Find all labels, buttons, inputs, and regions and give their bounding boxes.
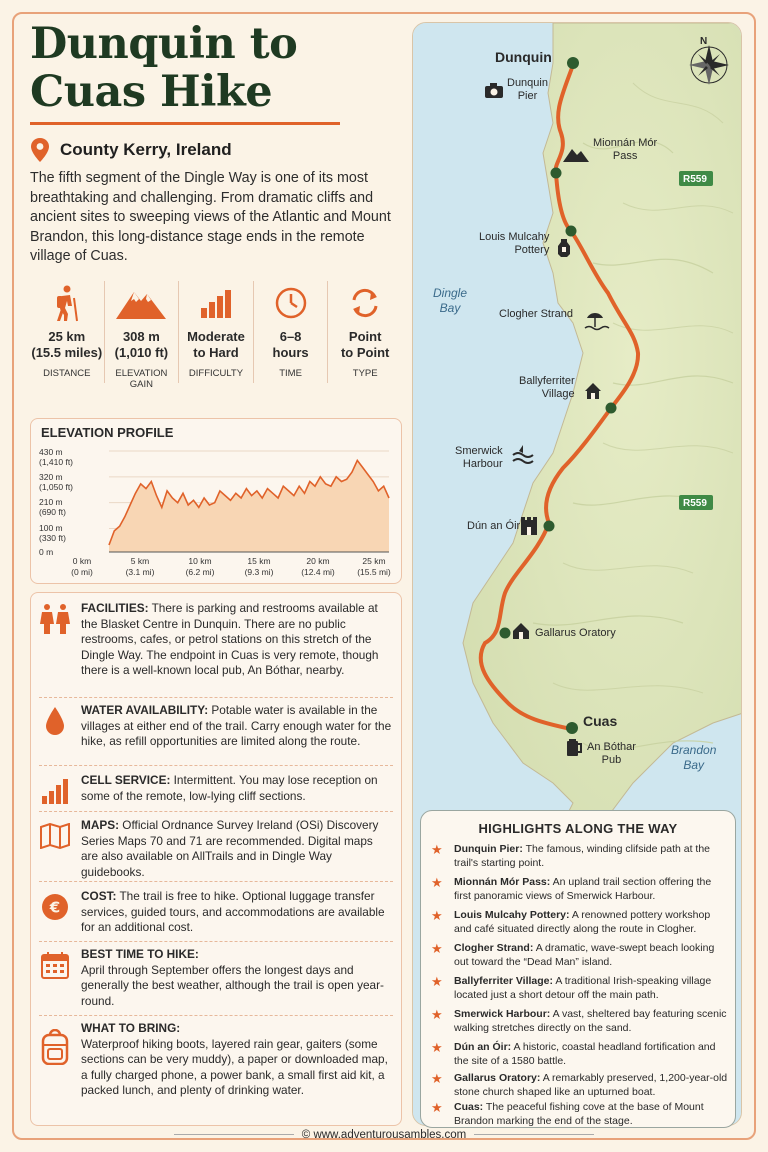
cell-text: CELL SERVICE: Intermittent. You may lose reception on some of the remote, low-lying cliff sections. [81, 773, 378, 803]
signal-icon [41, 778, 69, 804]
divider [39, 881, 393, 882]
mountain-icon [114, 286, 168, 320]
route-marker [500, 628, 511, 639]
brandon-bay-label: Brandon Bay [671, 743, 717, 772]
stat-label: DISTANCE [43, 367, 91, 379]
x-tick-label: 0 km (0 mi) [71, 556, 93, 577]
highlight-item: ★ Dún an Óir: A historic, coastal headland fortification and the site of a 1580 battle. [431, 1040, 716, 1067]
description: The fifth segment of the Dingle Way is one of its most breathtaking and challenging. From dramatic cliffs and ancient sites to sweeping views of the Atlantic and Mount Brandon, this long-distance stage ends in the remote village of Cuas. [30, 170, 391, 264]
restroom-icon [39, 603, 71, 635]
start-label: Dunquin [495, 49, 552, 65]
location-pin-icon [30, 137, 50, 163]
divider [39, 1015, 393, 1016]
route-marker [606, 403, 617, 414]
water-text: WATER AVAILABILITY: Potable water is available in the villages at either end of the trail. Carry enough water for the hike, as refill opportunities are limited along the route. [81, 703, 392, 748]
stat-value: 6–8 [279, 328, 302, 344]
calendar-icon [41, 951, 69, 979]
stat-value: Moderate [187, 328, 245, 344]
elevation-heading: ELEVATION PROFILE [41, 425, 174, 440]
highlights-heading: HIGHLIGHTS ALONG THE WAY [478, 821, 678, 836]
stat-label: TYPE [352, 367, 378, 379]
stat-type [328, 281, 402, 383]
stat-value-secondary: hours [272, 344, 309, 360]
title-line-2: Cuas Hike [30, 67, 273, 117]
poi-mionnan-mor-pass: Mionnán Mór Pass [593, 137, 658, 162]
stat-label: DIFFICULTY [188, 367, 244, 379]
elevation-profile-card [30, 418, 402, 584]
x-tick-label: 25 km (15.5 mi) [357, 556, 391, 577]
divider [39, 765, 393, 766]
x-tick-label: 20 km (12.4 mi) [301, 556, 335, 577]
stat-elevation-gain [105, 281, 180, 390]
title-underline [30, 122, 340, 125]
star-icon: ★ [431, 908, 443, 923]
x-tick-label: 15 km (9.3 mi) [244, 556, 274, 577]
poi-louis-mulcahy-pottery: Louis Mulcahy Pottery [479, 231, 550, 256]
route-marker [566, 226, 577, 237]
backpack-icon [40, 1029, 70, 1065]
footer-link[interactable]: © www.adventurousambles.com [301, 1129, 467, 1141]
map-icon [40, 823, 70, 849]
route-marker [567, 57, 579, 69]
y-tick-label: 0 m [39, 547, 54, 557]
stat-value: 25 km [48, 328, 86, 344]
star-icon: ★ [431, 974, 443, 989]
water-drop-icon [44, 706, 66, 736]
facilities-text: FACILITIES: There is parking and restrooms available at the Blasket Centre in Dunquin. There are no public restrooms, cafes, or petrol stations on this stretch of the Dingle Way. The endpoint in Cuas is very remote, though there is a well-known local pub, An Bóthar, nearby. [81, 601, 379, 677]
what-to-bring-text: WHAT TO BRING: Waterproof hiking boots, layered rain gear, gaiters (some sections can be very muddy), a paper or downloaded map, a fully charged phone, a power bank, a small first aid kit, a packed lunch, and plenty of drinking water. [81, 1021, 388, 1097]
highlights-card [420, 810, 736, 1128]
clock-icon [274, 286, 308, 320]
best-time-text: BEST TIME TO HIKE: April through September offers the longest days and generally the best weather, although the trail is open year-round. [81, 947, 384, 1008]
location-row [30, 137, 402, 163]
elevation-area [109, 460, 389, 552]
star-icon: ★ [431, 1071, 443, 1086]
dingle-bay-label: Dingle Bay [433, 286, 468, 315]
stat-difficulty [179, 281, 254, 383]
end-label: Cuas [583, 713, 618, 729]
facilities-section [31, 601, 403, 697]
divider [39, 697, 393, 698]
location-text: County Kerry, Ireland [60, 140, 232, 159]
footer [0, 1129, 768, 1141]
poi-an-bothar-pub: An Bóthar Pub [587, 741, 636, 766]
stat-value-secondary: to Hard [193, 344, 239, 360]
poi-clogher-strand: Clogher Strand [499, 308, 573, 320]
highlight-item: ★ Smerwick Harbour: A vast, sheltered bay featuring scenic walking stretches directly on the sand. [431, 1007, 727, 1034]
highlight-item: ★ Mionnán Mór Pass: An upland trail section offering the first panoramic views of Smerwick Harbour. [431, 875, 712, 902]
stat-value: Point [348, 328, 382, 344]
road-label: R559 [683, 498, 707, 509]
maps-text: MAPS: Official Ordnance Survey Ireland (OSi) Discovery Series Maps 70 and 71 are recommended. Digital maps are also available on AllTrails and in Dingle Way guidebooks. [81, 818, 379, 879]
x-tick-label: 10 km (6.2 mi) [185, 556, 215, 577]
poi-dunquin-pier: Dunquin Pier [507, 77, 548, 102]
cost-text: COST: The trail is free to hike. Optional luggage transfer services, guided tours, and accommodations are available for an additional cost. [81, 889, 385, 934]
facilities-card [30, 592, 402, 1126]
y-tick-label: 100 m (330 ft) [39, 523, 66, 543]
y-tick-label: 320 m (1,050 ft) [39, 472, 74, 492]
highlight-item: ★ Louis Mulcahy Pottery: A renowned pottery workshop and café situated directly along the route in Clogher. [431, 908, 711, 935]
highlight-item: ★ Gallarus Oratory: A remarkably preserved, 1,200-year-old stone church shaped like an upturned boat. [431, 1071, 728, 1098]
loop-icon [348, 286, 382, 320]
stat-value-secondary: (1,010 ft) [114, 344, 169, 360]
euro-icon [41, 893, 69, 921]
poi-dun-an-oir: Dún an Óir [467, 520, 521, 532]
stat-time [254, 281, 329, 383]
divider [39, 941, 393, 942]
poi-smerwick-harbour: Smerwick Harbour [455, 445, 503, 470]
y-tick-label: 210 m (690 ft) [39, 497, 66, 517]
poi-ballyferriter-village: Ballyferriter Village [519, 375, 575, 400]
poi-gallarus-oratory: Gallarus Oratory [535, 627, 616, 639]
stat-distance [30, 281, 105, 383]
star-icon: ★ [431, 941, 443, 956]
bars-icon [199, 288, 233, 318]
highlight-item: ★ Dunquin Pier: The famous, winding clifside path at the trail's starting point. [431, 842, 711, 869]
stats-row [30, 281, 402, 390]
compass-north-label: N [700, 36, 708, 47]
route-marker [544, 521, 555, 532]
fort-icon [521, 517, 537, 535]
hiker-icon [52, 284, 82, 322]
y-tick-label: 430 m (1,410 ft) [39, 447, 74, 467]
highlight-item: ★ Clogher Strand: A dramatic, wave-swept beach looking out toward the “Dead Man” island. [431, 941, 715, 968]
highlight-item: ★ Cuas: The peaceful fishing cove at the base of Mount Brandon marking the end of the stage. [431, 1100, 704, 1127]
route-marker [551, 168, 562, 179]
highlight-item: ★ Ballyferriter Village: A traditional Irish-speaking village located just a short detour off the main path. [431, 974, 712, 1001]
stat-label: TIME [279, 367, 302, 379]
title-line-1: Dunquin to [30, 19, 298, 69]
stat-label: ELEVATION GAIN [115, 367, 168, 390]
route-marker [566, 722, 578, 734]
stat-value-secondary: to Point [340, 344, 390, 360]
star-icon: ★ [431, 842, 443, 857]
star-icon: ★ [431, 875, 443, 890]
page-title [30, 20, 402, 116]
star-icon: ★ [431, 1007, 443, 1022]
star-icon: ★ [431, 1100, 443, 1115]
svg-text:€: € [49, 898, 61, 917]
left-column [30, 19, 402, 390]
divider [39, 811, 393, 812]
star-icon: ★ [431, 1040, 443, 1055]
stat-value: 308 m [122, 328, 160, 344]
x-tick-label: 5 km (3.1 mi) [125, 556, 155, 577]
road-label: R559 [683, 174, 707, 185]
stat-value-secondary: (15.5 miles) [31, 344, 103, 360]
